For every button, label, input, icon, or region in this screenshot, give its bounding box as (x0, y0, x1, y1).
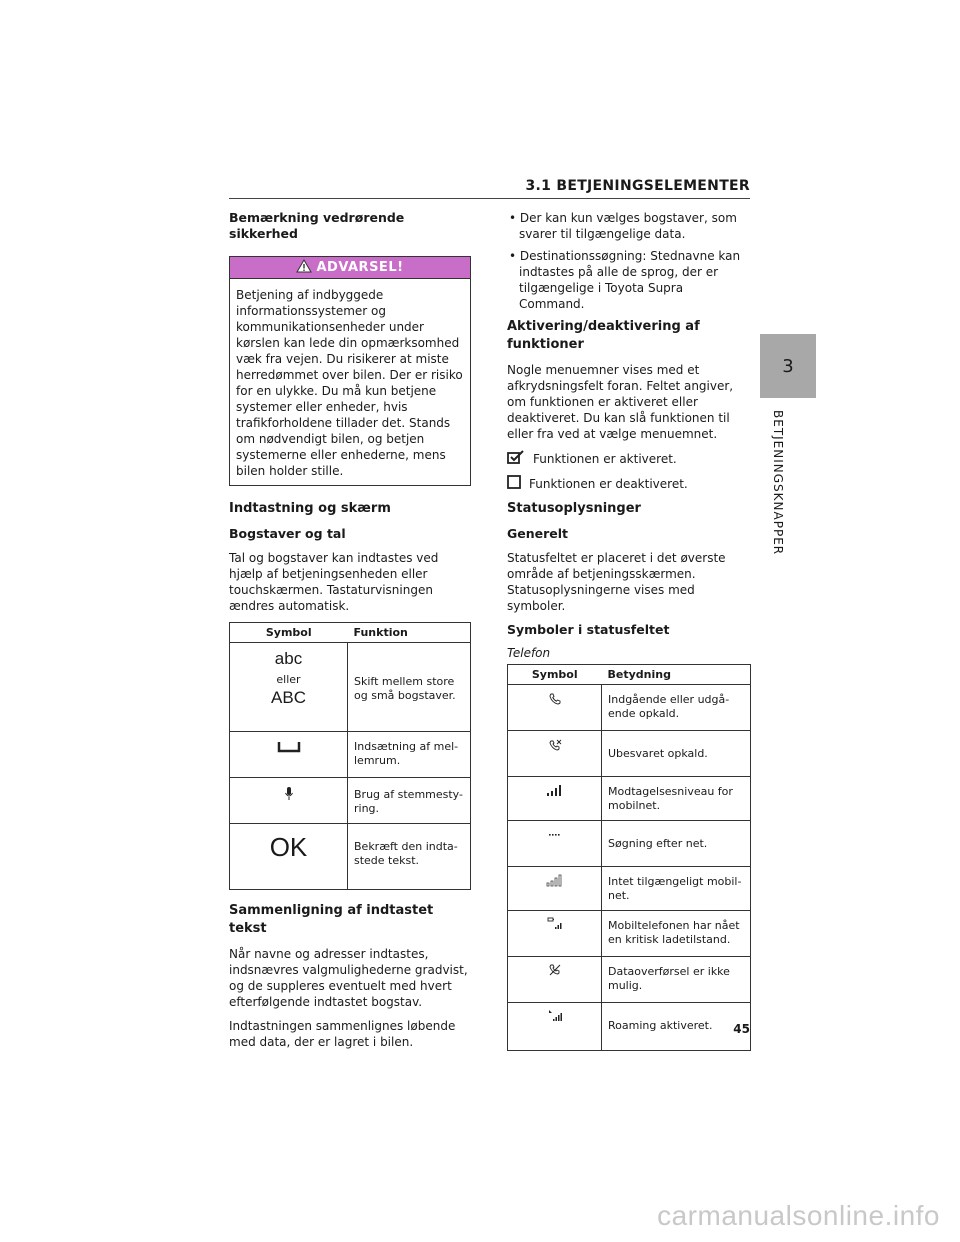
table-row (508, 1003, 751, 1051)
col-header-symbol: Symbol (230, 623, 348, 643)
function-cell: Bekræft den indta-stede tekst. (348, 824, 471, 890)
function-cell: Skift mellem store og små bogstaver. (348, 643, 471, 732)
space-icon (230, 732, 348, 778)
table-row (508, 957, 751, 1003)
microphone-icon (230, 778, 348, 824)
roaming-icon (508, 1003, 602, 1051)
no-network-icon (508, 867, 602, 911)
right-column (507, 210, 751, 1063)
abc-upper-symbol: ABC (271, 688, 306, 707)
checked-label: Funktionen er aktiveret. (533, 451, 677, 466)
symbols-heading: Symboler i statusfeltet (507, 622, 670, 637)
letters-text: Tal og bogstaver kan indtastes ved hjælp af betjeningsenheden eller touchskærmen. Tastaturvisningen ændres automatisk. (229, 551, 439, 613)
checkbox-checked-icon (507, 450, 525, 467)
meaning-cell: Søgning efter net. (602, 821, 751, 867)
col-header-symbol: Symbol (508, 665, 602, 685)
symbol-cell (230, 824, 348, 890)
bullet-item: • Destinationssøgning: Stednavne kan indtastes på alle de sprog, der er tilgængelige i Toyota Supra Command. (509, 249, 741, 311)
bullet-item: • Der kan kun vælges bogstaver, som svarer til tilgængelige data. (509, 211, 737, 241)
table-row (508, 685, 751, 731)
input-heading: Indtastning og skærm (229, 501, 391, 516)
activation-text: Nogle menuemner vises med et afkrydsningsfelt foran. Feltet angiver, om funktionen er aktiveret eller deaktiveret. Du kan slå funktionen til eller fra ved at vælge menuemnet. (507, 363, 734, 441)
section-header: 3.1 BETJENINGSELEMENTER (525, 178, 750, 194)
meaning-cell: Indgående eller udgå-ende opkald. (602, 685, 751, 731)
warning-title: ADVARSEL! (316, 260, 404, 275)
compare-text-1: Når navne og adresser indtastes, indsnævres valgmulighederne gradvist, og de suppleres eventuelt med hvert efterfølgende indtastet bogstav. (229, 947, 468, 1009)
general-text: Statusfeltet er placeret i det øverste område af betjeningsskærmen. Statusoplysningerne vises med symboler. (507, 551, 726, 613)
phone-icon (508, 685, 602, 731)
meaning-cell: Dataoverførsel er ikke mulig. (602, 957, 751, 1003)
activation-heading: Aktivering/deaktivering af funktioner (507, 319, 700, 352)
table-row (230, 824, 471, 890)
page-number: 45 (733, 1022, 750, 1036)
warning-icon (296, 259, 312, 277)
function-cell: Brug af stemmesty-ring. (348, 778, 471, 824)
header-rule (229, 198, 750, 199)
table-header-row (508, 665, 751, 685)
signal-strength-icon (508, 777, 602, 821)
status-symbol-table (507, 664, 751, 1051)
unchecked-row (507, 475, 751, 492)
ok-symbol: OK (269, 832, 308, 862)
col-header-function: Funktion (348, 623, 471, 643)
or-label: eller (276, 673, 301, 686)
network-search-icon (508, 821, 602, 867)
table-header-row (230, 623, 471, 643)
table-row (230, 732, 471, 778)
table-row (508, 911, 751, 957)
compare-heading: Sammenligning af indtastet tekst (229, 903, 434, 936)
status-heading: Statusoplysninger (507, 501, 641, 516)
meaning-cell: Modtagelsesniveau for mobilnet. (602, 777, 751, 821)
function-cell: Indsætning af mel-lemrum. (348, 732, 471, 778)
warning-text: Betjening af indbyggede informationssystemer og kommunikationsenheder under kørslen kan lede din opmærksomhed væk fra vejen. Du risikerer at miste herredømmet over bilen. Der er risiko for en ulykke. Du må kun betjene systemer eller enheder, hvis trafikforholdene tillader det. Stands om nødvendigt bilen, og betjen systemerne eller enhederne, mens bilen holder stille. (236, 288, 463, 478)
meaning-cell: Mobiltelefonen har nået en kritisk ladetilstand. (602, 911, 751, 957)
meaning-cell: Roaming aktiveret. (602, 1003, 751, 1051)
checkbox-unchecked-icon (507, 475, 521, 492)
left-column (229, 210, 471, 1058)
phone-label: Telefon (507, 646, 551, 660)
watermark-link[interactable]: carmanualsonline.info (657, 1200, 940, 1231)
col-header-meaning: Betydning (602, 665, 751, 685)
symbol-cell (230, 643, 348, 732)
table-row (230, 778, 471, 824)
checked-row (507, 450, 751, 467)
missed-call-icon (508, 731, 602, 777)
safety-heading: Bemærkning vedrørende sikkerhed (229, 210, 405, 241)
letters-heading: Bogstaver og tal (229, 526, 346, 541)
general-heading: Generelt (507, 526, 569, 541)
abc-symbol: abc (274, 649, 303, 668)
table-row (508, 731, 751, 777)
warning-box (229, 256, 471, 486)
meaning-cell: Ubesvaret opkald. (602, 731, 751, 777)
chapter-number: 3 (782, 355, 794, 377)
chapter-tab (760, 334, 816, 398)
symbol-function-table (229, 622, 471, 890)
meaning-cell: Intet tilgængeligt mobil-net. (602, 867, 751, 911)
compare-text-2: Indtastningen sammenlignes løbende med data, der er lagret i bilen. (229, 1019, 456, 1049)
data-disabled-icon (508, 957, 602, 1003)
warning-header (230, 257, 470, 279)
table-row (230, 643, 471, 732)
table-row (508, 777, 751, 821)
chapter-side-label: BETJENINGSKNAPPER (771, 410, 785, 556)
unchecked-label: Funktionen er deaktiveret. (529, 476, 688, 491)
table-row (508, 867, 751, 911)
low-battery-icon (508, 911, 602, 957)
table-row (508, 821, 751, 867)
